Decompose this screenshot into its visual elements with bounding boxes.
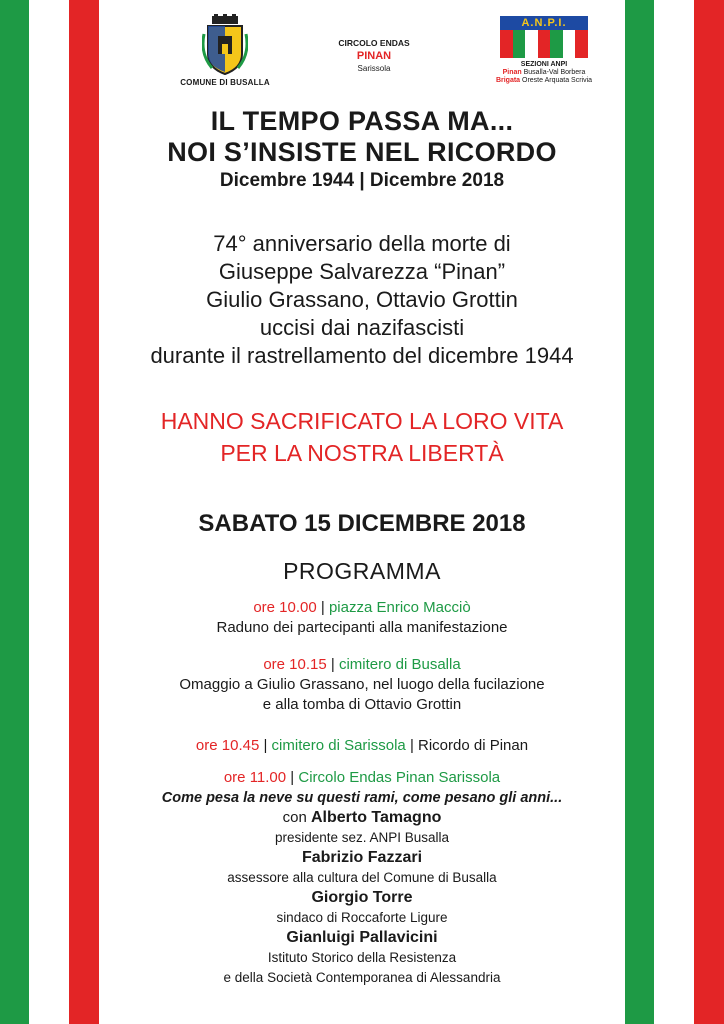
anpi-line2: [479, 77, 609, 84]
item-place: cimitero di Sarissola: [271, 737, 406, 754]
separator: |: [409, 737, 414, 754]
item-time: ore 10.45: [195, 737, 260, 754]
programma-item-4: [99, 768, 625, 988]
item-desc: e alla tomba di Ottavio Grottin: [262, 696, 462, 713]
flag-stripe-green-left: [0, 0, 29, 1024]
subtitle-dates: Dicembre 1944 | Dicembre 2018: [219, 170, 505, 191]
circolo-endas-block: [319, 38, 429, 73]
circolo-line1: CIRCOLO ENDAS: [338, 38, 410, 48]
anniversary-line: durante il rastrellamento del dicembre 1944: [150, 343, 574, 368]
anpi-block: [479, 16, 609, 84]
item-time: ore 10.15: [263, 656, 327, 673]
anpi-logo-text: A.N.P.I.: [500, 16, 588, 30]
speaker-name: Fabrizio Fazzari: [301, 849, 423, 866]
sacrifice-text: [99, 405, 625, 469]
anpi-line2-name: Brigata: [495, 77, 521, 84]
anpi-line1-name: Pinan: [502, 69, 522, 76]
speaker-role: e della Società Contemporanea di Alessandria: [223, 970, 501, 985]
title-line2: NOI S’INSISTE NEL RICORDO: [167, 137, 557, 167]
programma-item-1: [99, 598, 625, 638]
poster-content: [99, 0, 625, 1024]
title-line1: IL TEMPO PASSA MA...: [210, 106, 514, 136]
item-desc: Omaggio a Giulio Grassano, nel luogo della fucilazione: [179, 676, 545, 693]
anniversary-line: uccisi dai nazifascisti: [259, 315, 465, 340]
item-place: cimitero di Busalla: [338, 656, 461, 673]
anpi-logo: [500, 16, 588, 58]
flag-stripe-white-right: [654, 0, 694, 1024]
circolo-line2: PINAN: [356, 50, 392, 62]
event-date: SABATO 15 DICEMBRE 2018: [198, 510, 526, 537]
programma-item-3: [99, 736, 625, 756]
anpi-line2-rest: Oreste Arquata Scrivia: [522, 77, 593, 84]
item-time: ore 10.00: [253, 599, 317, 616]
anniversary-line: 74° anniversario della morte di: [213, 231, 511, 256]
anpi-flag-icon: [500, 30, 588, 58]
separator: |: [320, 599, 325, 616]
comune-logo: [165, 14, 285, 87]
flag-stripe-red-right: [694, 0, 724, 1024]
item-place: Circolo Endas Pinan Sarissola: [298, 769, 501, 786]
flag-stripe-green-right: [625, 0, 654, 1024]
anniversary-text: [99, 230, 625, 370]
speaker-role: Istituto Storico della Resistenza: [267, 950, 457, 965]
speaker-role: assessore alla cultura del Comune di Busalla: [227, 870, 497, 885]
anpi-line1: [479, 69, 609, 76]
item-desc: Ricordo di Pinan: [418, 737, 529, 754]
event-quote: Come pesa la neve su questi rami, come pesano gli anni...: [161, 790, 563, 806]
speaker-name: Gianluigi Pallavicini: [286, 929, 438, 946]
sacrifice-line: PER LA NOSTRA LIBERTÀ: [220, 440, 504, 466]
separator: |: [263, 737, 268, 754]
item-time: ore 11.00: [223, 769, 287, 786]
with-label: con: [282, 809, 307, 826]
anniversary-line: Giulio Grassano, Ottavio Grottin: [206, 287, 518, 312]
flag-stripe-white-left: [29, 0, 69, 1024]
separator: |: [290, 769, 295, 786]
sacrifice-line: HANNO SACRIFICATO LA LORO VITA: [160, 408, 564, 434]
speaker-name: Alberto Tamagno: [310, 809, 442, 826]
coat-of-arms-icon: [202, 14, 248, 76]
anniversary-line: Giuseppe Salvarezza “Pinan”: [218, 259, 506, 284]
anpi-label: SEZIONI ANPI: [520, 61, 568, 68]
circolo-line3: Sarissola: [357, 64, 391, 73]
programma-heading: PROGRAMMA: [283, 558, 441, 584]
separator: |: [330, 656, 335, 673]
programma-item-2: [99, 655, 625, 715]
speaker-role: presidente sez. ANPI Busalla: [274, 830, 450, 845]
anpi-line1-rest: Busalla-Val Borbera: [523, 69, 586, 76]
item-place: piazza Enrico Macciò: [328, 599, 471, 616]
speaker-role: sindaco di Roccaforte Ligure: [276, 910, 448, 925]
flag-stripe-red-left: [69, 0, 99, 1024]
speaker-name: Giorgio Torre: [311, 889, 413, 906]
comune-label: COMUNE DI BUSALLA: [180, 78, 270, 87]
item-desc: Raduno dei partecipanti alla manifestazione: [216, 619, 508, 636]
